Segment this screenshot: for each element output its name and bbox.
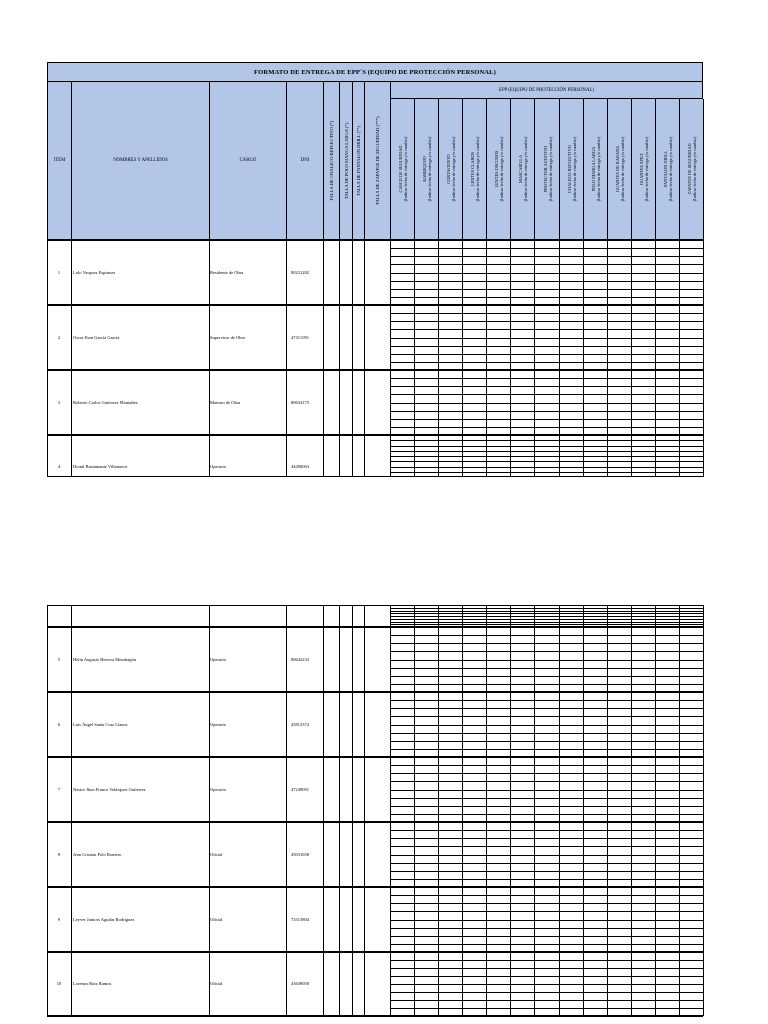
page2-row-1-dni: 45813374 [291,721,309,727]
page1-row-2-cargo: Maestro de Obra [210,399,241,405]
page2-row-2-dni: 47249091 [291,786,309,792]
page1-row-3-subline [390,446,703,447]
header-epp-4 [486,99,511,240]
page1-row-2-nombre: Roberto Carlos Gutierrez Montañez [73,399,138,405]
page1-row-1-cell-7 [364,305,391,370]
page2-row-5-subline [390,1008,703,1009]
page2-continued-cell-5 [339,605,353,627]
page1-row-0-nombre: Lolo Vasquez Espinoza [73,269,116,275]
page1-row-0-subline [390,289,703,290]
header-epp-label [446,109,456,229]
page2-row-1-item: 6 [57,721,61,727]
epp-note: (Indicar fecha de entrega y/o cambio) [619,136,625,201]
page1-row-0-dni: 80231282 [291,269,309,275]
page1-row-3-subline [390,456,703,457]
page1-row-2-subline [390,394,703,395]
page2-continued-subline [390,624,703,625]
page1-row-3-cell-3 [286,435,324,477]
page1-row-0-subline [390,248,703,249]
page2-row-5-cell-5 [339,952,353,1016]
header-epp-7 [559,99,584,240]
epp-name: GUANTES DE BADANA [614,145,620,192]
page2-row-2-cell-4 [323,757,340,822]
header-epp-label [398,109,408,229]
header-epp-1 [414,99,439,240]
header-talla-chaleco [323,82,340,240]
page1-row-1-subline [390,313,703,314]
page1-row-3-subline [390,451,703,452]
page2-row-3-subline [390,838,703,839]
page2-row-5-item: 10 [56,981,62,986]
page2-row-5-cargo: Oficial [210,981,223,986]
page1-row-3-subline [390,461,703,462]
epp-note: (Indicar fecha de entrega y/o cambio) [547,136,553,201]
page1-row-0-subline [390,297,703,298]
header-talla-zapatos-label: TALLA DE ZAPATOS DE SEGURIDAD (***) [375,116,381,206]
page2-row-0-subline [390,651,703,652]
page2-row-4-nombre: Leyver Juniors Aguilar Rodriguez [73,916,135,922]
page2-row-1-subline [390,716,703,717]
page2-row-4-subline [390,895,703,896]
page2-row-0-nombre: Helin Augusto Herrera Mondragón [73,656,137,662]
page1-row-3-cell-5 [339,435,353,477]
page2-row-3-cell-7 [364,822,391,887]
page2-row-5-subline [390,968,703,969]
epp-name: CORTAVIENTO [446,153,452,184]
header-talla-chaleco-label: TALLA DE CHALECO REFLECTIVO (*) [329,120,335,201]
page1-row-3-subline [390,467,703,468]
page1-row-2-subline [390,411,703,412]
page1-row-2-cell-5 [339,370,353,435]
page2-row-4-item: 9 [57,916,61,922]
header-item [47,82,72,240]
page2-row-2-item: 7 [57,786,61,792]
page1-row-3-cell-1 [71,435,210,477]
page2-row-0-subline [390,684,703,685]
page1-row-1-subline [390,321,703,322]
epp-note: (Indicar fecha de entrega y/o cambio) [691,136,697,201]
page2-row-3-nombre: Jean Cristian Polo Romero [73,851,122,857]
page2-row-4-cell-5 [339,887,353,952]
page2-row-1-subline [390,708,703,709]
page1-row-3-item: 4 [57,464,61,469]
page1-row-1-subline [390,354,703,355]
page2-row-0-cell-7 [364,627,391,692]
epp-name: GUANTES SPILT [638,152,644,185]
page2-row-0-dni: 80642233 [291,656,309,662]
page1-row-3-subline [390,472,703,473]
header-talla-zapatos [364,82,391,240]
header-epp-label [543,109,553,229]
epp-name: ZAPATOS DE SEGURIDAD [686,142,692,195]
page2-row-1-cell-7 [364,692,391,757]
header-epp-9 [607,99,632,240]
page2-row-4-cell-4 [323,887,340,952]
page2-row-3-subline [390,855,703,856]
header-nombres-label: NOMBRES Y APELLIDOS [113,158,168,163]
page2-row-3-subline [390,863,703,864]
header-epp-12 [679,99,704,240]
page2-row-5-dni: 43649058 [291,981,309,986]
page2-row-1-subline [390,700,703,701]
page1-row-0-subline [390,273,703,274]
epp-note: (Indicar fecha de entrega y/o cambio) [523,136,529,201]
page2-bottom-line [47,1016,703,1017]
epp-name: PROTECTOR AUDITIVO [542,145,548,192]
header-epp-label [615,109,625,229]
epp-note: (Indicar fecha de entrega y/o cambio) [427,136,433,201]
page2-row-4-dni: 73513804 [291,916,309,922]
epp-note: (Indicar fecha de entrega y/o cambio) [595,136,601,201]
header-epp-5 [510,99,535,240]
epp-name: BARBIQUIJO [422,155,428,182]
epp-note: (Indicar fecha de entrega y/o cambio) [667,136,673,201]
page2-row-2-subline [390,798,703,799]
header-talla-polo-label: TALLA DE POLO MANGA LARGA (*) [343,122,349,199]
page1-row-0-cell-7 [364,240,391,305]
page1-row-2-subline [390,386,703,387]
epp-name: LENTES OSCUROS [494,150,500,187]
page2-row-2-cargo: Operario [210,786,226,792]
header-epp-label [518,109,528,229]
page1-row-3-cell-2 [209,435,287,477]
header-epp-label [494,109,504,229]
epp-name: CHALECO REFLECTIVO [566,144,572,193]
page2-row-5-subline [390,984,703,985]
page1-row-2-subline [390,403,703,404]
epp-name: LENTES CLAROS [470,151,476,186]
page2-row-3-subline [390,830,703,831]
page1-row-1-subline [390,329,703,330]
epp-note: (Indicar fecha de entrega y/o cambio) [451,136,457,201]
page1-row-2-item: 3 [57,399,61,405]
page2-continued-cell-4 [323,605,340,627]
page2-row-5-cell-7 [364,952,391,1016]
page2-row-1-nombre: Luis Ángel Santa Cruz Llanos [73,721,128,727]
page2-row-4-cargo: Oficial [210,916,223,922]
page1-row-0-cell-5 [339,240,353,305]
page2-row-4-subline [390,911,703,912]
page1-row-3-cell-7 [364,435,391,477]
page2-row-5-subline [390,992,703,993]
page1-row-3-dni: 44490063 [291,464,309,469]
page1-row-1-nombre: Oscar Jhon García García [73,334,120,340]
page2-continued-cell-2 [209,605,287,627]
header-item-label: ITEM [53,158,66,163]
page1-row-1-cargo: Supervisor de Obra [210,334,245,340]
page1-row-3-subline [390,440,703,441]
header-dni-label: DNI [300,158,310,163]
page2-continued-subline [390,613,703,614]
page2-continued-subline [390,611,703,612]
page1-row-3-cell-0 [47,435,72,477]
header-epp-8 [583,99,608,240]
header-epp-2 [438,99,463,240]
page1-row-2-subline [390,378,703,379]
header-nombres [71,82,210,240]
header-epp-label [422,109,432,229]
page2-row-5-subline [390,960,703,961]
page2-row-0-subline [390,643,703,644]
page1-row-2-cell-4 [323,370,340,435]
page1-row-1-subline [390,346,703,347]
page2-row-1-subline [390,741,703,742]
page2-row-1-subline [390,733,703,734]
page1-row-0-subline [390,256,703,257]
page2-row-0-subline [390,660,703,661]
page2-row-5-subline [390,1000,703,1001]
page2-continued-subline [390,619,703,620]
page2-row-0-cargo: Operario [210,656,226,662]
page2-row-3-item: 8 [57,851,61,857]
page2-row-2-nombre: Nestor Jhon Franco Velásquez Gutierrez [73,786,146,792]
header-epp-0 [390,99,415,240]
epp-note: (Indicar fecha de entrega y/o cambio) [643,136,649,201]
page1-row-3-nombre: Dionil Bustamante Villanueva [73,464,128,469]
header-epp-6 [534,99,559,240]
header-epp-label [567,109,577,229]
page1-row-2-subline [390,419,703,420]
page1-row-1-subline [390,338,703,339]
page1-row-2-dni: 80634175 [291,399,309,405]
page2-continued-subline [390,622,703,623]
page1-row-1-cell-4 [323,305,340,370]
page2-row-3-cell-4 [323,822,340,887]
page2-continued-cell-3 [286,605,324,627]
header-epp-label [663,109,673,229]
header-epp-label [591,109,601,229]
page2-row-0-item: 5 [57,656,61,662]
page1-row-0-cell-4 [323,240,340,305]
page1-row-3-cell-4 [323,435,340,477]
page2-row-4-subline [390,903,703,904]
page2-row-4-cell-7 [364,887,391,952]
page2-row-5-nombre: Lorenzo Ruiz Ramos [73,981,112,986]
page1-row-1-dni: 47411195 [291,334,309,340]
epp-name: MASCARILLA [518,154,524,183]
page2-row-4-subline [390,944,703,945]
page2-row-2-subline [390,765,703,766]
page2-row-2-subline [390,773,703,774]
page2-continued-subline [390,608,703,609]
page2-row-5-subline [390,976,703,977]
header-epp-3 [462,99,487,240]
page2-row-3-dni: 45031658 [291,851,309,857]
page1-row-0-cargo: Residente de Obra [210,269,244,275]
page2-row-0-subline [390,635,703,636]
page2-continued-cell-7 [364,605,391,627]
page2-row-4-subline [390,920,703,921]
page2-row-3-cell-5 [339,822,353,887]
header-epp-11 [655,99,680,240]
page1-row-1-item: 2 [57,334,61,340]
epp-name: CASCO DE SEGURIDAD [398,144,404,193]
page2-row-3-subline [390,846,703,847]
epp-name: POLO MANGA LARGA [590,146,596,191]
page2-row-3-subline [390,871,703,872]
page2-row-5-cell-4 [323,952,340,1016]
header-talla-polo [339,82,353,240]
page2-continued-cell-0 [47,605,72,627]
header-epp-label [470,109,480,229]
page1-row-1-cell-5 [339,305,353,370]
page2-row-2-subline [390,806,703,807]
page2-row-0-cell-4 [323,627,340,692]
page2-row-2-subline [390,781,703,782]
page1-row-3-cargo: Operario [210,464,226,469]
page1-row-1-subline [390,362,703,363]
page2-row-4-subline [390,928,703,929]
header-epp-10 [631,99,656,240]
page2-row-1-cell-5 [339,692,353,757]
page2-row-3-subline [390,879,703,880]
page1-row-2-subline [390,427,703,428]
header-epp-label [639,109,649,229]
page2-row-2-subline [390,790,703,791]
header-epp-label [687,109,697,229]
page2-row-2-cell-5 [339,757,353,822]
page2-row-1-subline [390,725,703,726]
epp-note: (Indicar fecha de entrega y/o cambio) [475,136,481,201]
page2-row-4-subline [390,936,703,937]
page2-row-0-subline [390,676,703,677]
epp-note: (Indicar fecha de entrega y/o cambio) [571,136,577,201]
page2-row-2-subline [390,814,703,815]
header-talla-pantalon-label: TALLA DE PANTALON DRILL (**) [356,125,362,196]
page1-row-2-cell-7 [364,370,391,435]
header-cargo-label: CARGO [239,158,257,163]
page2-row-3-cargo: Oficial [210,851,223,857]
page1-row-0-subline [390,281,703,282]
page1-row-0-subline [390,264,703,265]
epp-note: (Indicar fecha de entrega y/o cambio) [403,136,409,201]
page2-row-1-cell-4 [323,692,340,757]
page2-row-2-cell-7 [364,757,391,822]
page2-continued-cell-1 [71,605,210,627]
epp-name: PANTALON DRILL [662,150,668,187]
page2-row-0-cell-5 [339,627,353,692]
page2-row-0-subline [390,668,703,669]
table-title: FORMATO DE ENTREGA DE EPP´S (EQUIPO DE PROTECCIÓN PERSONAL) [47,62,703,82]
page2-continued-subline [390,616,703,617]
header-epp-group: EPP (EQUIPO DE PROTECCIÓN PERSONAL) [390,82,703,99]
header-cargo [209,82,287,240]
page2-row-1-cargo: Operario [210,721,226,727]
header-dni [286,82,324,240]
page2-row-1-subline [390,749,703,750]
epp-note: (Indicar fecha de entrega y/o cambio) [499,136,505,201]
page1-row-0-item: 1 [57,269,61,275]
